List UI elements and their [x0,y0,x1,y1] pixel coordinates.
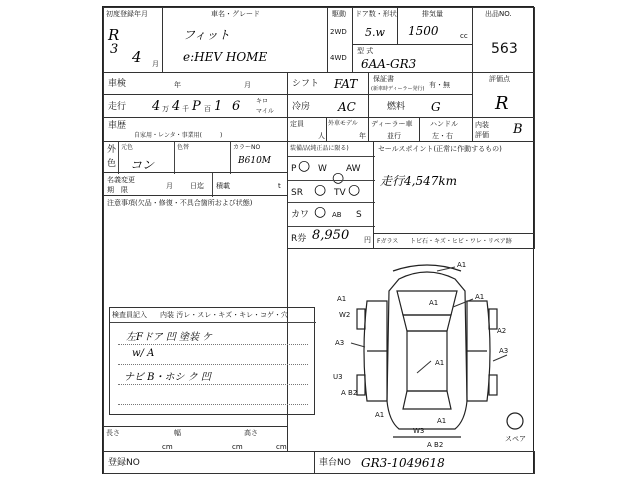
model-value: 6AA-GR3 [361,57,417,71]
name-change-day: 日迄 [190,182,204,190]
width-cm: cm [232,443,243,451]
diagram-mark-a1-left: A1 [337,295,347,303]
interior-score-value: B [513,122,523,137]
height-cm: cm [276,443,287,451]
equip-w: W [318,164,327,174]
mileage-digit-5: 6 [232,99,241,114]
car-name: フィット [183,28,231,42]
equip-sr: SR [291,188,303,198]
recycle-label: R券 [291,234,307,244]
equip-tv: TV [334,188,346,198]
equip-ab: AB [332,211,342,219]
diagram-mark-w3: W3 [413,427,425,435]
model-cell [352,44,473,73]
mileage-man: 万 [162,105,169,113]
mileage-digit-4: 1 [214,99,223,114]
original-color-label: 元色 [121,144,134,151]
inspector-box [109,307,315,415]
lot-number-label: 出品NO. [485,10,512,18]
reg-year-label: 初度登録年月 [106,10,148,18]
inspector-label: 検査員記入 [112,311,147,319]
reg-month-number: 4 [132,48,142,66]
interior-score-cell [472,117,535,142]
diagram-mark-a3-right: A3 [499,347,509,355]
name-change-month: 月 [166,182,173,190]
lot-number: 563 [491,41,518,57]
name-change-label-2: 期 限 [107,186,128,194]
drive-label: 駆動 [332,10,346,18]
km-unit: キロ [256,98,269,105]
equip-aw-mark: ○ [332,170,345,186]
mileage-digit-1: 4 [152,99,161,114]
score-label: 評価点 [489,75,510,83]
color-cell [103,141,288,173]
shift-cell [287,72,369,95]
sales-point-label: セールスポイント(正常に作動するもの) [378,145,502,153]
equip-p: P [291,164,297,174]
inspection-year: 年 [174,81,181,89]
door-shape-cell [352,7,398,45]
chassis-label: 車台NO [319,458,351,468]
drive-cell [327,7,353,73]
dimensions-row [103,426,288,452]
glass-label: Fガラス [377,238,399,245]
inspection-label: 車検 [108,79,127,89]
defects-label: トビ石・キズ・ヒビ・ワレ・リペア跡 [410,238,512,245]
fuel-label: 燃料 [387,102,406,112]
glass-row [373,233,535,249]
reg-year-cell [103,7,163,73]
exterior-label: 外 [107,145,117,155]
mileage-digit-3: P [192,99,201,114]
diagram-mark-a1-top: A1 [457,261,467,269]
handle-cell [419,117,473,142]
warranty-yes-no: 有・無 [429,81,450,89]
chassis-value: GR3-1049618 [361,456,445,470]
foreign-model-year: 年 [359,132,366,140]
equip-tv-mark: ○ [348,182,361,198]
reg-month-unit: 月 [152,60,159,68]
height-label: 高さ [244,429,258,437]
aircon-label: 冷房 [292,102,311,112]
displacement-value: 1500 [408,24,439,38]
equipment-cell [287,141,374,249]
foreign-model-label: 外車モデル [328,120,358,127]
car-grade: e:HEV HOME [183,50,268,64]
width-label: 幅 [174,429,181,437]
equip-aw: AW [346,164,361,174]
name-change-label: 名義変更 [107,176,135,184]
length-label: 長さ [106,429,120,437]
diagram-mark-a1-roof: A1 [435,359,445,367]
notes-line-2: w/ A [132,348,155,359]
handle-label: ハンドル [430,120,458,128]
inspection-month: 月 [244,81,251,89]
inspection-cell [103,72,288,95]
fuel-value: G [431,100,441,114]
notes-label: 注意事項(欠品・修復・不具合箇所および状態) [107,199,253,207]
equip-pw-mark: ○ [298,158,311,174]
mileage-digit-2: 4 [172,99,181,114]
color-change-label: 色替 [177,144,190,151]
cc-unit: cc [460,32,468,40]
diagram-mark-a1-hood: A1 [429,299,439,307]
mileage-hyaku: 百 [204,105,211,113]
displacement-cell [397,7,473,45]
equip-ab-mark: ○ [314,204,327,220]
drive-2wd: 2WD [330,28,347,36]
drive-4wd: 4WD [330,54,347,62]
diagram-mark-ab2-bottom: A B2 [427,441,444,449]
equip-s: S [356,210,362,220]
load-ton: t [278,182,281,190]
mileage-cell [103,94,288,118]
color-no-value: B610M [238,156,272,166]
equip-cowa: カワ [291,210,310,220]
reg-year-number: 3 [110,42,119,57]
diagram-mark-a1-right: A1 [475,293,485,301]
displacement-label: 排気量 [422,10,443,18]
reg-no-label: 登録NO [108,458,140,468]
mileage-sen: 千 [182,105,189,113]
recycle-value: 8,950 [312,228,350,243]
model-label: 型 式 [357,47,374,55]
score-value: R [495,93,509,114]
door-shape-value: 5.w [365,26,385,39]
warranty-sub: (新車時ディーラー発行) [371,86,425,92]
name-grade-cell [162,7,328,73]
diagram-mark-ab2-left: A B2 [341,389,358,397]
inspector-items: 内装 汚レ・スレ・キズ・キレ・コゲ・穴 [160,311,289,319]
diagram-mark-u3: U3 [333,373,343,381]
name-change-cell [103,172,288,196]
diagram-mark-a2: A2 [497,327,507,335]
exterior-label-2: 色 [107,159,117,169]
aircon-cell [287,94,369,118]
color-value: コン [130,158,155,172]
equipment-label: 装備品(純正品に限る) [290,145,349,152]
diagram-mark-a1-rear-right: A1 [437,417,447,425]
warranty-label: 保証書 [373,75,394,83]
fuel-cell [368,94,473,118]
history-cell [103,117,288,142]
interior-sub: 評価 [475,131,489,139]
diagram-mark-a1-rear-left: A1 [375,411,385,419]
name-grade-label: 車名・グレード [211,10,260,18]
history-sub: 自家用・レンタ・事業用( ) [134,132,223,139]
aircon-value: AC [338,100,356,114]
foreign-model-cell [326,117,369,142]
color-no-label: カラーNO [233,144,261,151]
shift-label: シフト [292,79,320,89]
chassis-cell [314,451,535,474]
shift-value: FAT [334,77,358,91]
recycle-yen: 円 [364,236,371,244]
capacity-person: 人 [318,132,325,140]
warranty-cell [368,72,473,95]
equip-ps-mark: ○ [314,182,327,198]
dealer-cell [368,117,420,142]
notes-line-1: 左Fドア 凹 塗装 ケ [126,332,213,343]
sales-point-value: 走行4,547km [380,174,458,188]
handle-sub: 左・右 [432,132,453,140]
capacity-cell [287,117,327,142]
load-label: 積載 [216,182,230,190]
notes-line-3: ナビ B・ホシ ク 凹 [124,372,211,383]
car-diagram [317,251,535,451]
history-label: 車歴 [108,121,127,131]
door-shape-label: ドア数・形状 [355,10,397,18]
spare-label: スペア [505,435,526,443]
dealer-label: ディーラー車 [371,120,413,128]
dealer-sub: 並行 [387,132,401,140]
length-cm: cm [162,443,173,451]
reg-no-cell [103,451,315,474]
auction-sheet [102,6,534,474]
lot-number-cell [472,7,535,73]
reg-year-era: R [108,26,120,44]
diagram-mark-a3-left: A3 [335,339,345,347]
capacity-label: 定員 [290,120,304,128]
interior-label: 内装 [475,121,489,129]
mile-unit: マイル [256,108,274,115]
mileage-label: 走行 [108,102,127,112]
diagram-mark-w2: W2 [339,311,351,319]
